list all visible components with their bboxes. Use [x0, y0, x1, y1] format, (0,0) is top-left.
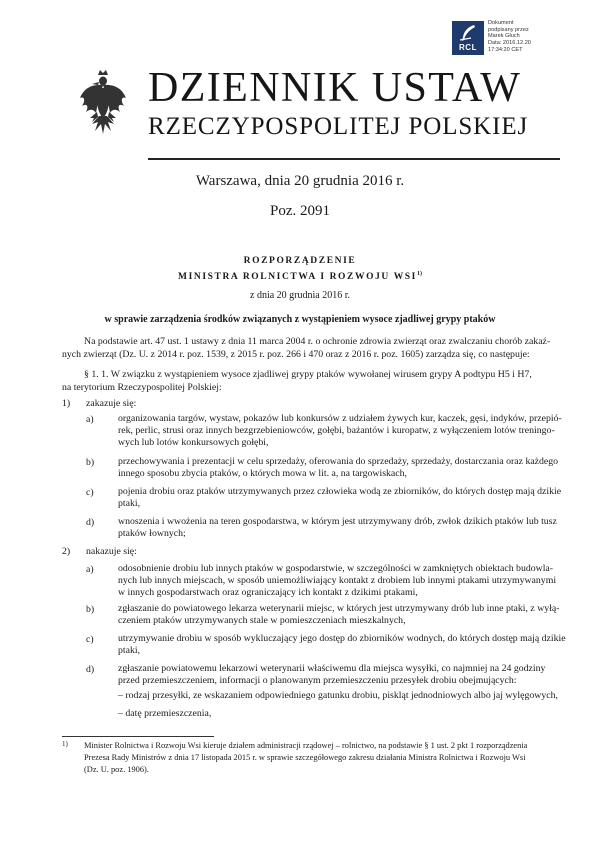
- footnote-reference: 1): [416, 271, 422, 277]
- point-label: 2): [62, 546, 71, 557]
- item-label: c): [86, 487, 94, 498]
- preamble-line: nych zwierząt (Dz. U. z 2014 r. poz. 1539, z 2015 r. poz. 266 i 470 oraz z 2016 r. poz. 1605) zarządza się, co następuje:: [62, 349, 530, 360]
- point-heading: zakazuje się:: [86, 398, 137, 409]
- item-label: a): [86, 414, 94, 425]
- rcl-logo-text: RCL: [459, 43, 477, 52]
- item-line: czeniem ptaków utrzymywanych stale w pomieszczeniach mieszkalnych,: [118, 615, 406, 626]
- journal-subtitle: RZECZYPOSPOLITEJ POLSKIEJ: [148, 113, 529, 140]
- item-line: utrzymywanie drobiu w sposób wykluczający jego dostęp do zbiorników wodnych, do których dostęp mają dzikie: [118, 633, 566, 644]
- item-line: zgłaszanie powiatowemu lekarzowi weterynarii właściwemu dla miejsca wysyłki, co najmniej na 24 godziny: [118, 663, 546, 674]
- masthead-rule: [148, 158, 560, 160]
- point-label: 1): [62, 398, 71, 409]
- item-line: w innych gospodarstwach oraz ograniczający ich kontakt z dzikimi ptakami,: [118, 587, 418, 598]
- quill-icon: [459, 24, 477, 42]
- regulation-subject: w sprawie zarządzenia środków związanych z wystąpieniem wysoce zjadliwej grypy ptaków: [104, 314, 496, 325]
- signature-line: Dokument: [488, 20, 514, 26]
- signature-line: Marek Głuch: [488, 33, 520, 40]
- item-line: wych lub lotów konkursowych gołębi,: [118, 437, 269, 448]
- document-type: ROZPORZĄDZENIE: [243, 256, 357, 266]
- footnote-line: (Dz. U. poz. 1906).: [84, 765, 149, 774]
- item-line: rek, perlic, strusi oraz innych bezgrzebieniowców, gołębi, bażantów i kuropatw, z wyłączeniem lotów treningo-: [118, 425, 555, 436]
- item-line: ptaki,: [118, 645, 141, 656]
- item-line: ptaków łownych;: [118, 528, 186, 539]
- signature-line: 17:34:20 CET: [488, 46, 523, 53]
- item-line: organizowania targów, wystaw, pokazów lub konkursów z udziałem żywych kur, kaczek, gęsi, indyków, przepió-: [118, 413, 562, 424]
- signature-line: Data: 2016.12.20: [488, 40, 531, 47]
- journal-title: DZIENNIK USTAW: [148, 65, 522, 111]
- item-line: pojenia drobiu oraz ptaków utrzymywanych przez człowieka wodą ze zbiorników, do których dostęp mają dzikie: [118, 486, 562, 497]
- digital-signature-stamp: [452, 21, 582, 57]
- preamble-line: Na podstawie art. 47 ust. 1 ustawy z dnia 11 marca 2004 r. o ochronie zdrowia zwierząt oraz zwalczaniu chorób zakaź-: [84, 336, 551, 347]
- position-number: Poz. 2091: [270, 203, 330, 219]
- point-heading: nakazuje się:: [86, 546, 137, 557]
- regulation-date: z dnia 20 grudnia 2016 r.: [250, 290, 350, 301]
- item-line: przechowywania i prezentacji w celu sprzedaży, oferowania do sprzedaży, sprzedaży, dostarczania oraz każdego: [118, 456, 559, 467]
- rcl-logo: [452, 21, 484, 55]
- footnote-rule: [62, 736, 214, 737]
- section-intro-line: § 1. 1. W związku z wystąpieniem wysoce zjadliwej grypy ptaków wywołanej wirusem grypy A podtypu H5 i H7,: [84, 369, 532, 380]
- footnote-mark: 1): [62, 740, 68, 748]
- item-line: innego sposobu zbycia ptaków, o których mowa w lit. a, na targowiskach,: [118, 468, 407, 479]
- item-line: nych lub innych miejscach, w sposób uniemożliwiający kontakt z drobiem lub innymi ptakami utrzymywanymi: [118, 575, 557, 586]
- footnote-line: Minister Rolnictwa i Rozwoju Wsi kieruje działem administracji rządowej – rolnictwo, na podstawie § 1 ust. 2 pkt 1 rozporządzenia: [84, 741, 528, 750]
- item-line: odosobnienie drobiu lub innych ptaków w gospodarstwie, w szczególności w zamkniętych obiektach budowla-: [118, 563, 554, 574]
- item-line: wnoszenia i wwożenia na teren gospodarstwa, w którym jest utrzymywany drób, zwłok dzikich ptaków lub tusz: [118, 516, 557, 527]
- item-line: zgłaszanie do powiatowego lekarza weterynarii miejsc, w których jest utrzymywany drób lub inne ptaki, z wyłą-: [118, 603, 560, 614]
- footnote-line: Prezesa Rady Ministrów z dnia 17 listopada 2015 r. w sprawie szczegółowego zakresu działania Ministra Rolnictwa i Rozwoju Wsi: [84, 753, 526, 762]
- item-label: d): [86, 517, 95, 528]
- issue-date: Warszawa, dnia 20 grudnia 2016 r.: [195, 173, 405, 189]
- issuing-authority: [0, 271, 600, 282]
- item-line: ptaki,: [118, 498, 141, 509]
- signature-line: podpisany przez: [488, 26, 529, 33]
- item-line: przed przemieszczeniem, informacji o planowanym przemieszczeniu przesyłek drobiu obejmujących:: [118, 675, 517, 686]
- item-label: d): [86, 664, 95, 675]
- authority-name: MINISTRA ROLNICTWA I ROZWOJU WSI: [178, 272, 417, 283]
- item-label: c): [86, 634, 94, 645]
- signature-info: [488, 20, 531, 54]
- item-label: a): [86, 564, 94, 575]
- item-label: b): [86, 604, 95, 615]
- section-intro-line: na terytorium Rzeczypospolitej Polskiej:: [62, 382, 222, 393]
- item-label: b): [86, 457, 95, 468]
- polish-eagle-emblem: [78, 68, 128, 140]
- dash-item: – datę przemieszczenia,: [118, 708, 212, 719]
- dash-item: – rodzaj przesyłki, ze wskazaniem odpowiedniego gatunku drobiu, piskląt jednodniowych albo jaj wylęgowych,: [118, 690, 558, 701]
